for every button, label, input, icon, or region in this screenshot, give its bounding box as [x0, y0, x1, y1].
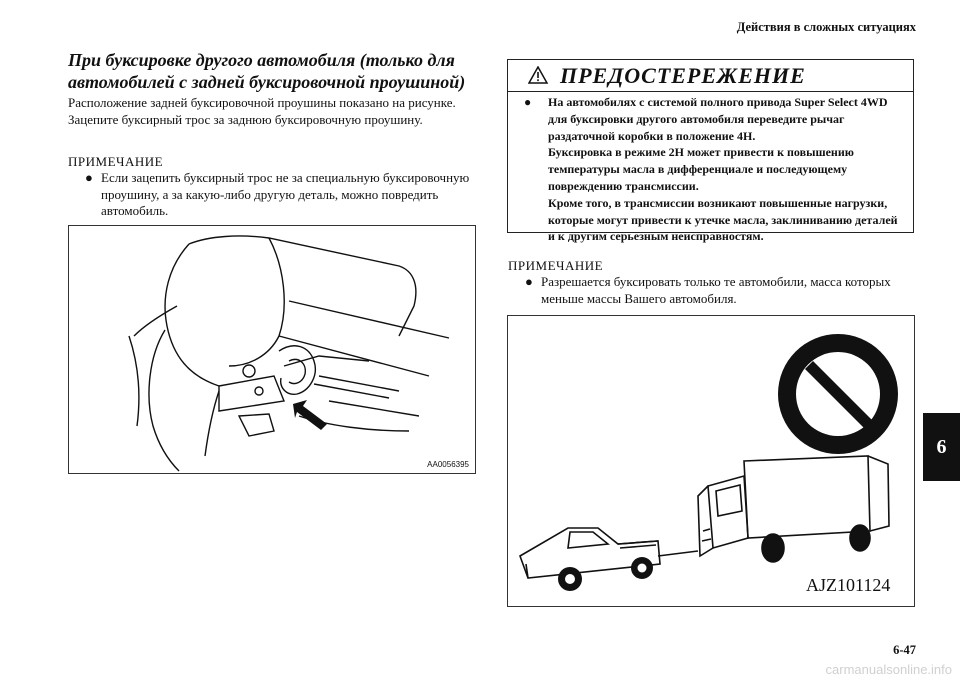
warning-line: раздаточной коробки в положение 4H. [548, 128, 756, 143]
figure-code: AA0056395 [427, 460, 469, 469]
warning-line: повреждению трансмиссии. [548, 178, 699, 193]
tow-hook-drawing [69, 226, 475, 473]
warning-line: и к другим серьезным неисправностям. [548, 229, 764, 244]
warning-body [518, 94, 905, 245]
chapter-header: Действия в сложных ситуациях [736, 20, 916, 34]
warning-text [518, 94, 905, 245]
note-right [508, 258, 918, 307]
warning-triangle-icon [528, 66, 548, 84]
bullet-icon: ● [85, 170, 93, 185]
warning-line: для буксировки другого автомобиля переведите рычаг [548, 111, 845, 126]
intro-paragraph: Расположение задней буксировочной проушины показано на рисунке. Зацепите буксирный трос за заднюю буксировочную проушину. [68, 95, 456, 127]
tow-hook-illustration [68, 225, 476, 474]
note-text: Разрешается буксировать только те автомобили, масса которых меньше массы Вашего автомобиля. [541, 274, 891, 306]
warning-line: температуры масла в дифференциале и последующему [548, 162, 848, 177]
section-title: При буксировке другого автомобиля (только для автомобилей с задней буксировочной проушиной) [68, 50, 466, 92]
note-title: ПРИМЕЧАНИЕ [508, 258, 604, 273]
warning-line: которые могут привести к утечке масла, заклиниванию деталей [548, 212, 898, 227]
note-title: ПРИМЕЧАНИЕ [68, 154, 164, 169]
note-left [68, 154, 478, 220]
warning-header [508, 60, 913, 92]
arrow-icon [293, 400, 327, 430]
bullet-icon: ● [525, 274, 533, 289]
chapter-tab: 6 [923, 413, 960, 481]
towing-prohibited-illustration [507, 315, 915, 607]
watermark: carmanualsonline.info [825, 662, 952, 677]
warning-box [507, 59, 914, 244]
towing-drawing [508, 316, 914, 606]
warning-line: На автомобилях с системой полного привода Super Select 4WD [548, 95, 888, 109]
warning-line: Кроме того, в трансмиссии возникают повышенные нагрузки, [548, 195, 888, 210]
prohibition-icon [778, 334, 898, 454]
page-number: 6-47 [893, 643, 916, 657]
figure-code: AJZ101124 [806, 575, 891, 595]
warning-title: ПРЕДОСТЕРЕЖЕНИЕ [560, 63, 806, 88]
warning-line: Буксировка в режиме 2H может привести к повышению [548, 145, 854, 160]
note-text: Если зацепить буксирный трос не за специальную буксировочную проушину, а за какую-либо другую деталь, можно повредить автомобиль. [101, 170, 470, 218]
note-item [508, 274, 918, 307]
bullet-icon: ● [524, 95, 532, 109]
note-item [68, 170, 478, 220]
